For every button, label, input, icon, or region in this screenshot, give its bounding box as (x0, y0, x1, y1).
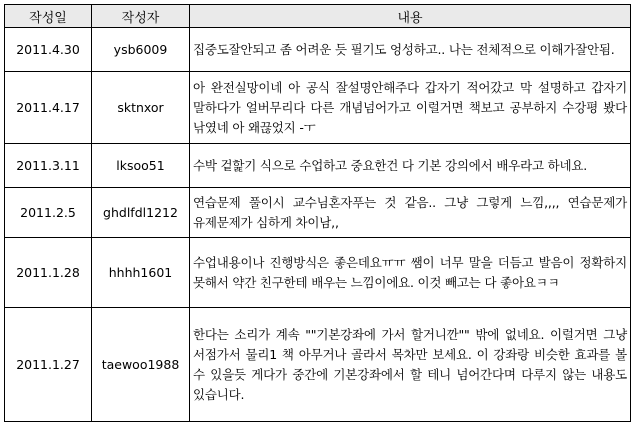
review-content: 한다는 소리가 계속 ""기본강좌에 가서 할거니깐"" 밖에 없네요. 이럴거면 그냥 서점가서 물리1 책 아무거나 골라서 목차만 보세요. 이 강좌랑 비슷한 효과를 볼 수 있을듯 게다가 중간에 기본강좌에서 할 테니 넘어간다며 다루지 않는 내용도 있습니다. (190, 308, 631, 422)
review-author: hhhh1601 (92, 238, 190, 308)
review-content: 수박 겉핥기 식으로 수업하고 중요한건 다 기본 강의에서 배우라고 하네요. (190, 144, 631, 188)
table-row (5, 238, 631, 308)
table-row (5, 144, 631, 188)
review-table (4, 4, 631, 422)
review-author: sktnxor (92, 72, 190, 144)
review-content: 아 완전실망이네 아 공식 잘설명안해주다 갑자기 적어갔고 막 설명하고 갑자기 말하다가 얼버무리다 다른 개념넘어가고 이럴거면 책보고 공부하지 수강평 봤다 낚였네 아 왜끊었지 -ㅜ (190, 72, 631, 144)
header-content: 내용 (190, 5, 631, 28)
header-author: 작성자 (92, 5, 190, 28)
table-row (5, 188, 631, 238)
review-author: taewoo1988 (92, 308, 190, 422)
review-content: 연습문제 풀이시 교수님혼자푸는 것 같음.. 그냥 그렇게 느낌,,,, 연습문제가 유제문제가 심하게 차이남,, (190, 188, 631, 238)
review-date: 2011.3.11 (5, 144, 92, 188)
review-date: 2011.2.5 (5, 188, 92, 238)
review-date: 2011.1.28 (5, 238, 92, 308)
review-date: 2011.4.17 (5, 72, 92, 144)
review-author: ghdlfdl1212 (92, 188, 190, 238)
review-content: 집중도잘안되고 좀 어려운 듯 필기도 엉성하고.. 나는 전체적으로 이해가잘안됨. (190, 28, 631, 72)
table-row (5, 308, 631, 422)
header-row (5, 5, 631, 28)
review-content: 수업내용이나 진행방식은 좋은데요ㅠㅠ 쌤이 너무 말을 더듬고 발음이 정확하지 못해서 약간 친구한테 배우는 느낌이에요. 이것 빼고는 다 좋아요ㅋㅋ (190, 238, 631, 308)
review-date: 2011.1.27 (5, 308, 92, 422)
review-author: lksoo51 (92, 144, 190, 188)
review-author: ysb6009 (92, 28, 190, 72)
review-date: 2011.4.30 (5, 28, 92, 72)
header-date: 작성일 (5, 5, 92, 28)
table-row (5, 72, 631, 144)
table-row (5, 28, 631, 72)
